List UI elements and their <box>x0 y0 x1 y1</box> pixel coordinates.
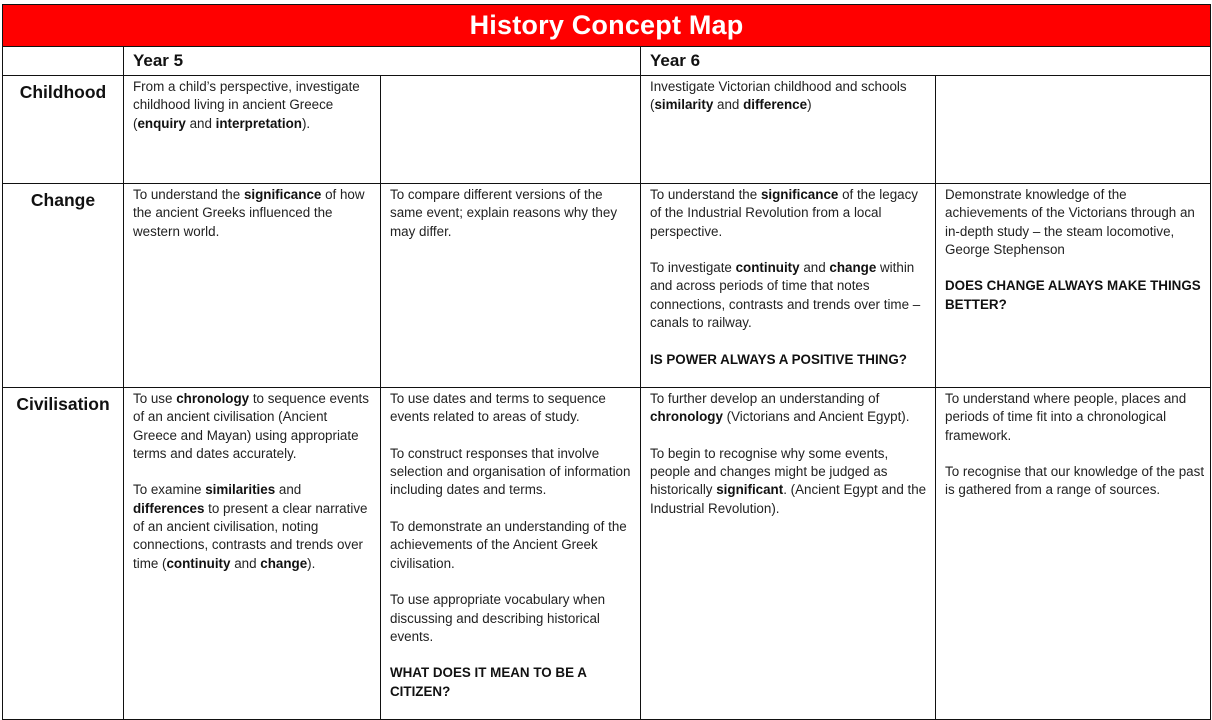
key-concept: similarities <box>205 482 276 498</box>
cell-paragraph: To use chronology to sequence events of an ancient civilisation (Ancient Greece and Mayan) using appropriate terms and dates accurately. <box>133 391 369 461</box>
cell-paragraph: To investigate continuity and change within and across periods of time that notes connections, contrasts and trends over time – canals to railway. <box>650 260 921 331</box>
table-cell <box>936 184 1211 388</box>
key-concept: chronology <box>176 391 250 406</box>
row-change <box>3 184 1211 388</box>
year-5-label: Year 5 <box>133 51 184 70</box>
key-concept: similarity <box>654 97 714 113</box>
year-header-row <box>3 47 1211 76</box>
key-concept: change <box>829 260 877 276</box>
cell-paragraph: Demonstrate knowledge of the achievements of the Victorians through an in-depth study – the steam locomotive, George Stephenson <box>945 187 1195 257</box>
cell-paragraph: To use appropriate vocabulary when discussing and describing historical events. <box>390 592 606 644</box>
key-concept: chronology <box>650 409 723 425</box>
cell-paragraph: To recognise that our knowledge of the past is gathered from a range of sources. <box>945 464 1205 498</box>
cell-paragraph: To understand where people, places and periods of time fit into a chronological framework. <box>945 391 1187 443</box>
cell-paragraph: To construct responses that involve selection and organisation of information including dates and terms. <box>390 445 631 498</box>
key-concept: IS POWER ALWAYS A POSITIVE THING? <box>650 351 907 367</box>
corner-cell <box>3 47 124 76</box>
table-cell <box>124 184 381 388</box>
key-concept: differences <box>133 500 205 516</box>
table-cell <box>381 184 641 388</box>
table-cell <box>124 76 381 184</box>
table-cell <box>641 184 936 388</box>
cell-paragraph <box>650 351 929 369</box>
page-title: History Concept Map <box>469 10 744 40</box>
key-concept: enquiry <box>137 115 186 131</box>
cell-paragraph: To understand the significance of the legacy of the Industrial Revolution from a local perspective. <box>650 187 918 239</box>
key-concept: significance <box>760 187 839 202</box>
key-concept: WHAT DOES IT MEAN TO BE A CITIZEN? <box>390 665 587 699</box>
key-concept: DOES CHANGE ALWAYS MAKE THINGS BETTER? <box>945 278 1201 312</box>
row-civilisation <box>3 388 1211 720</box>
cell-paragraph: To use dates and terms to sequence events related to areas of study. <box>390 391 606 425</box>
table-cell <box>936 388 1211 720</box>
year-6-label: Year 6 <box>650 51 701 70</box>
row-label-civilisation: Civilisation <box>3 388 124 720</box>
key-concept: continuity <box>735 260 800 276</box>
table-cell <box>641 76 936 184</box>
table-cell <box>381 388 641 720</box>
table-cell <box>124 388 381 720</box>
cell-paragraph <box>390 664 634 701</box>
row-childhood <box>3 76 1211 184</box>
key-concept: change <box>260 555 308 571</box>
concept-map-table <box>2 4 1211 720</box>
cell-paragraph: From a child’s perspective, investigate childhood living in ancient Greece (enquiry and interpretation). <box>133 79 360 131</box>
table-cell <box>381 76 641 184</box>
key-concept: continuity <box>166 555 231 571</box>
row-label-change: Change <box>3 184 124 388</box>
title-banner <box>3 5 1211 47</box>
cell-paragraph <box>945 277 1204 314</box>
key-concept: significant <box>716 482 784 498</box>
cell-paragraph: To understand the significance of how the ancient Greeks influenced the western world. <box>133 187 365 239</box>
cell-paragraph: To further develop an understanding of chronology (Victorians and Ancient Egypt). <box>650 391 910 425</box>
cell-paragraph: To examine similarities and differences to present a clear narrative of an ancient civilisation, noting connections, contrasts and trends over time (continuity and change). <box>133 482 368 571</box>
cell-paragraph: To demonstrate an understanding of the achievements of the Ancient Greek civilisation. <box>390 519 627 571</box>
row-label-childhood: Childhood <box>3 76 124 184</box>
cell-paragraph: To compare different versions of the same event; explain reasons why they may differ. <box>390 187 618 239</box>
table-cell <box>936 76 1211 184</box>
key-concept: interpretation <box>215 115 302 131</box>
key-concept: difference <box>743 97 808 113</box>
title-row <box>3 5 1211 47</box>
year-6-header <box>641 47 1211 76</box>
cell-paragraph: Investigate Victorian childhood and schools (similarity and difference) <box>650 79 907 113</box>
table-cell <box>641 388 936 720</box>
cell-paragraph: To begin to recognise why some events, people and changes might be judged as historically significant. (Ancient Egypt and the Industrial Revolution). <box>650 445 927 516</box>
key-concept: significance <box>243 187 322 202</box>
year-5-header <box>124 47 641 76</box>
